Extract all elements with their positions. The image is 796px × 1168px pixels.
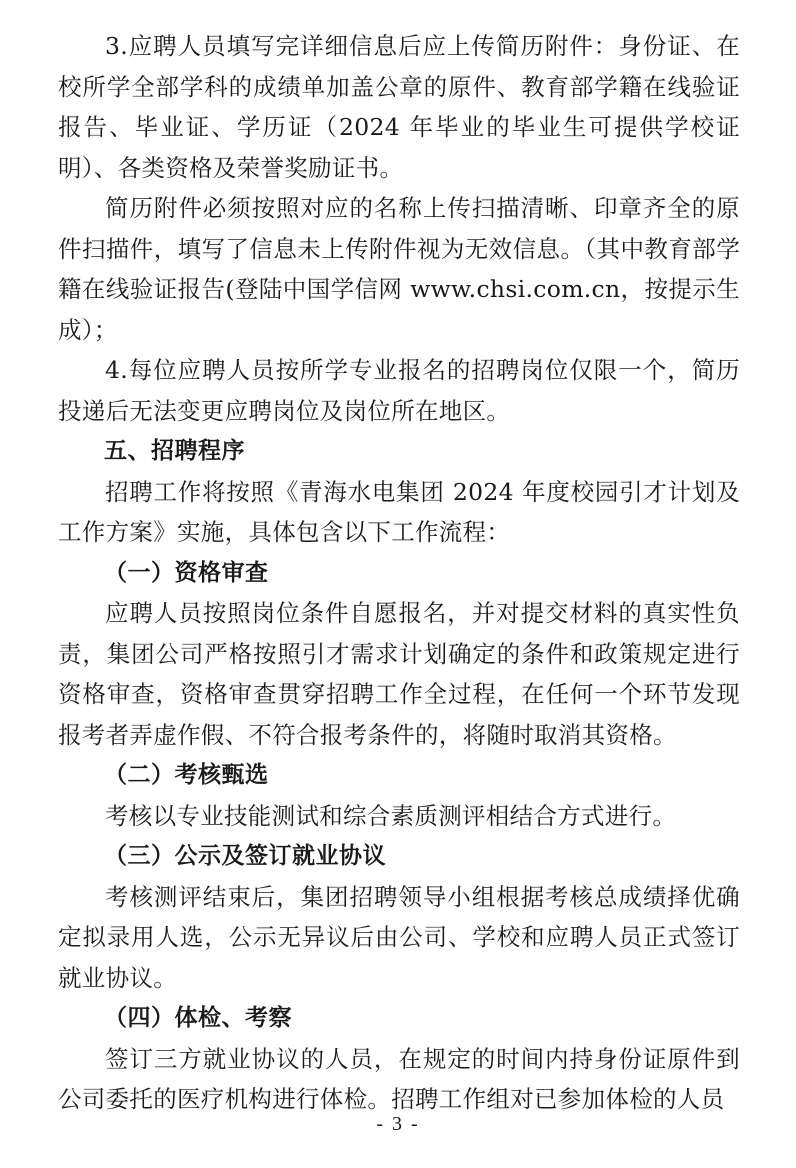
paragraph-item-3: 3.应聘人员填写完详细信息后应上传简历附件：身份证、在校所学全部学科的成绩单加盖公章的原件、教育部学籍在线验证报告、毕业证、学历证（2024 年毕业的毕业生可提供学校证明）、各类资格及荣誉奖励证书。 (58, 32, 740, 182)
heading-sub-two: （二）考核甄选 (104, 762, 269, 788)
heading-section-five: 五、招聘程序 (104, 438, 245, 464)
paragraph-section-five-intro: 招聘工作将按照《青海水电集团 2024 年度校园引才计划及工作方案》实施，具体包含以下工作流程： (58, 477, 740, 546)
paragraph-sub-two-body: 考核以专业技能测试和综合素质测评相结合方式进行。 (105, 801, 677, 830)
heading-sub-four: （四）体检、考察 (104, 1005, 292, 1031)
paragraph-item-4: 4.每位应聘人员按所学专业报名的招聘岗位仅限一个，简历投递后无法变更应聘岗位及岗位所在地区。 (58, 356, 740, 425)
heading-sub-three: （三）公示及签订就业协议 (104, 843, 386, 869)
paragraph-item-3-detail: 简历附件必须按照对应的名称上传扫描清晰、印章齐全的原件扫描件，填写了信息未上传附件视为无效信息。（其中教育部学籍在线验证报告(登陆中国学信网 www.chsi.com.cn，按提示生成）； (58, 194, 740, 344)
paragraph-sub-three-body: 考核测评结束后，集团招聘领导小组根据考核总成绩择优确定拟录用人选，公示无异议后由公司、学校和应聘人员正式签订就业协议。 (58, 882, 740, 992)
document-body (58, 26, 740, 1120)
paragraph-sub-four-body: 签订三方就业协议的人员，在规定的时间内持身份证原件到公司委托的医疗机构进行体检。招聘工作组对已参加体检的人员 (58, 1044, 740, 1113)
page-number: - 3 - (376, 1113, 420, 1135)
paragraph-sub-one-body: 应聘人员按照岗位条件自愿报名，并对提交材料的真实性负责，集团公司严格按照引才需求计划确定的条件和政策规定进行资格审查，资格审查贯穿招聘工作全过程，在任何一个环节发现报考者弄虚作假、不符合报考条件的，将随时取消其资格。 (58, 599, 740, 749)
heading-sub-one: （一）资格审查 (104, 559, 269, 586)
